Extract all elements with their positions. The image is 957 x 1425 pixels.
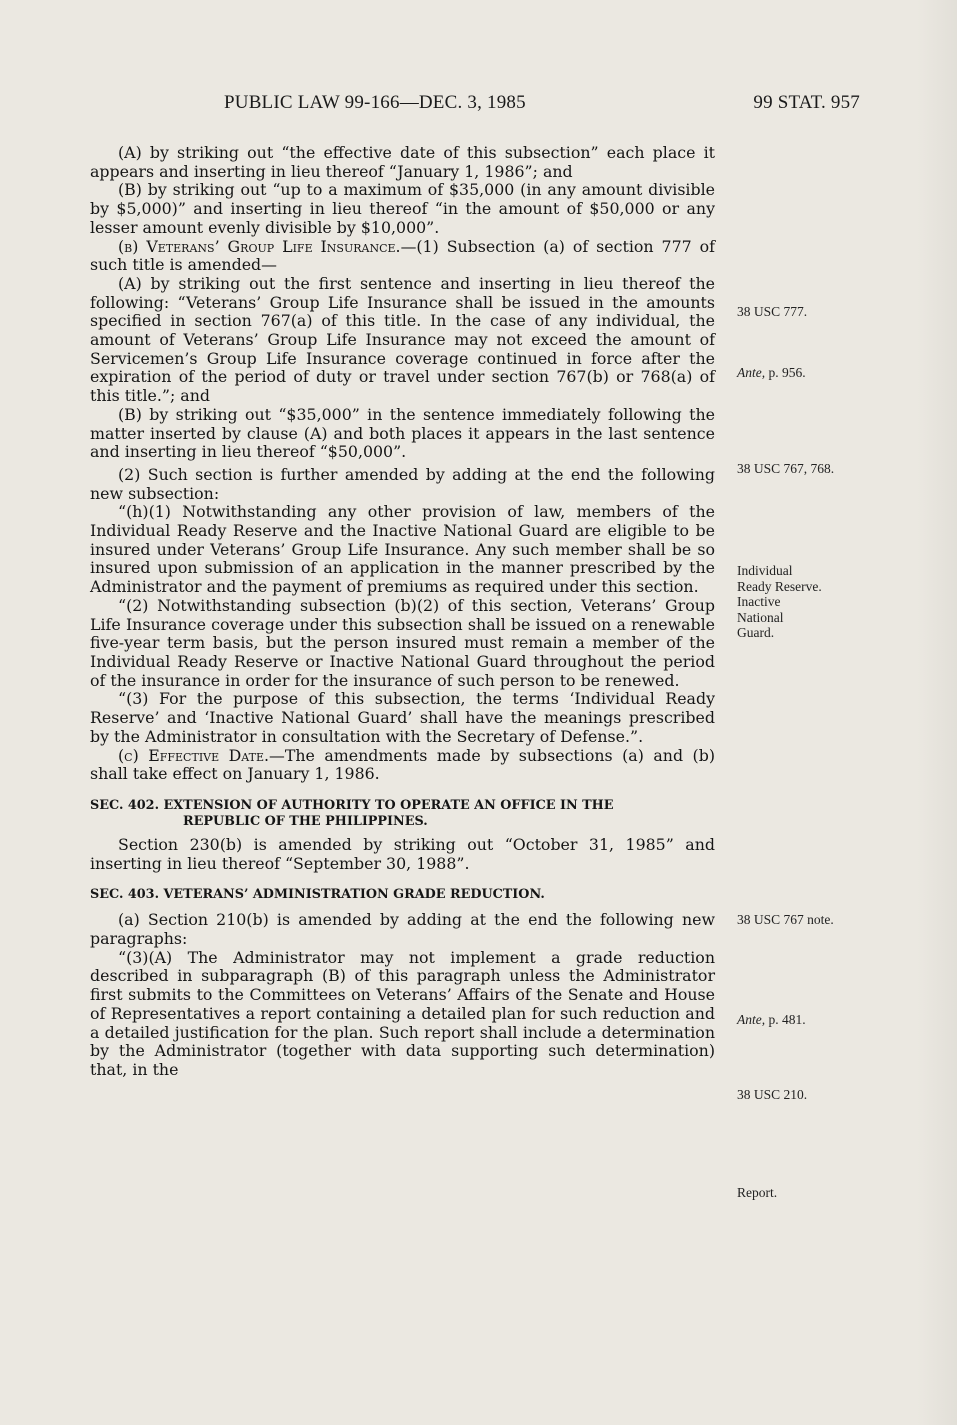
paragraph-a-effective-date: (A) by striking out “the effective date of this subsection” each place it appears and inserting in lieu thereof “January 1, 1986”; and <box>90 143 715 181</box>
section-402-heading-line1: SEC. 402. EXTENSION OF AUTHORITY TO OPERATE AN OFFICE IN THE <box>90 797 614 813</box>
paragraph-h3-definitions: “(3) For the purpose of this subsection, the terms ‘Individual Ready Reserve’ and ‘Inactive National Guard’ shall have the meanings prescribed by the Administrator in consultation with the Secretary of Defense.”. <box>90 689 715 746</box>
margin-note-38-usc-767-768: 38 USC 767, 768. <box>737 461 835 476</box>
margin-note-ante-481-page: p. 481. <box>765 1012 806 1027</box>
margin-note-line: Ready Reserve. <box>737 578 822 594</box>
paragraph-section-230b: Section 230(b) is amended by striking out “October 31, 1985” and inserting in lieu thereof “September 30, 1988”. <box>90 834 715 873</box>
margin-note-line: Guard. <box>737 625 775 640</box>
paragraph-h2-renewable: “(2) Notwithstanding subsection (b)(2) of this section, Veterans’ Group Life Insurance coverage under this subsection shall be issued on a renewable five-year term basis, but the person insured must remain a member of the Individual Ready Reserve or Inactive National Guard throughout the period of the insurance in order for the insurance of such person to be renewed. <box>90 595 715 690</box>
margin-note-ante-481-italic: Ante, <box>737 1012 766 1027</box>
margin-note-38-usc-777: 38 USC 777. <box>737 304 808 319</box>
margin-note-report: Report. <box>737 1185 778 1200</box>
margin-note-line: National <box>737 609 784 625</box>
section-403-heading: SEC. 403. VETERANS’ ADMINISTRATION GRADE REDUCTION. <box>90 887 545 903</box>
paragraph-a-first-sentence: (A) by striking out the first sentence and inserting in lieu thereof the following: “Veterans’ Group Life Insurance shall be issued in the amounts specified in section 767(a) of this title. In the case of any individual, the amount of Veterans’ Group Life Insurance may not exceed the amount of Servicemen’s Group Life Insurance coverage continued in force after the expiration of the period of duty or travel under section 767(b) or 768(a) of this title.”; and <box>90 273 715 406</box>
header-title: PUBLIC LAW 99-166—DEC. 3, 1985 <box>224 92 526 113</box>
section-402-heading <box>90 798 715 830</box>
paragraph-veterans-group-life <box>90 238 715 275</box>
subsection-text-effective-date: —The amendments made by subsections (a) and (b) shall take effect on January 1, 1986. <box>90 745 715 784</box>
margin-note-line: Inactive <box>737 594 781 609</box>
paragraph-3a-grade-reduction: “(3)(A) The Administrator may not implement a grade reduction described in subparagraph (B) of this paragraph unless the Administrator first submits to the Committees on Veterans’ Affairs of the Senate and House of Representatives a report containing a detailed plan for such reduction and a detailed justification for the plan. Such report shall include a determination by the Administrator (together with data supporting such determination) that, in the <box>90 947 715 1079</box>
margin-note-ante-956-page: p. 956. <box>765 365 806 380</box>
paragraph-b-maximum: (B) by striking out “up to a maximum of $35,000 (in any amount divisible by $5,000)” and inserting in lieu thereof “in the amount of $50,000 or any lesser amount evenly divisible by $10,000”. <box>90 180 715 237</box>
subsection-heading-vgli: (b) Veterans’ Group Life Insurance. <box>118 236 401 256</box>
margin-note-ante-481 <box>737 1012 806 1028</box>
margin-note-individual-ready-reserve <box>737 563 822 641</box>
margin-note-ante-956-italic: Ante, <box>737 365 766 380</box>
page-header <box>90 92 860 120</box>
margin-note-38-usc-210: 38 USC 210. <box>737 1087 808 1102</box>
margin-note-line: Individual <box>737 563 793 578</box>
paragraph-section-210b: (a) Section 210(b) is amended by adding at the end the following new paragraphs: <box>90 910 715 949</box>
subsection-text-vgli: —(1) Subsection (a) of section 777 of such title is amended— <box>90 236 715 275</box>
document-body <box>90 144 715 1080</box>
paragraph-h1-notwithstanding: “(h)(1) Notwithstanding any other provision of law, members of the Individual Ready Reserve and the Inactive National Guard are eligible to be insured under Veterans’ Group Life Insurance. Any such member shall be so insured upon submission of an application in the manner prescribed by the Administrator and the payment of premiums as required under this section. <box>90 502 715 597</box>
paragraph-c-effective-date <box>90 747 715 784</box>
section-402-heading-line2: REPUBLIC OF THE PHILIPPINES. <box>183 813 428 829</box>
margin-note-ante-956 <box>737 365 806 381</box>
margin-note-38-usc-767-note: 38 USC 767 note. <box>737 912 834 927</box>
page-edge-shadow <box>917 0 957 1425</box>
subsection-heading-effective-date: (c) Effective Date. <box>118 745 270 765</box>
paragraph-b-35000: (B) by striking out “$35,000” in the sentence immediately following the matter inserted by clause (A) and both places it appears in the last sentence and inserting in lieu thereof “$50,000”. <box>90 404 715 462</box>
paragraph-2-further-amended: (2) Such section is further amended by adding at the end the following new subsection: <box>90 464 715 503</box>
header-stat-page: 99 STAT. 957 <box>753 92 860 113</box>
